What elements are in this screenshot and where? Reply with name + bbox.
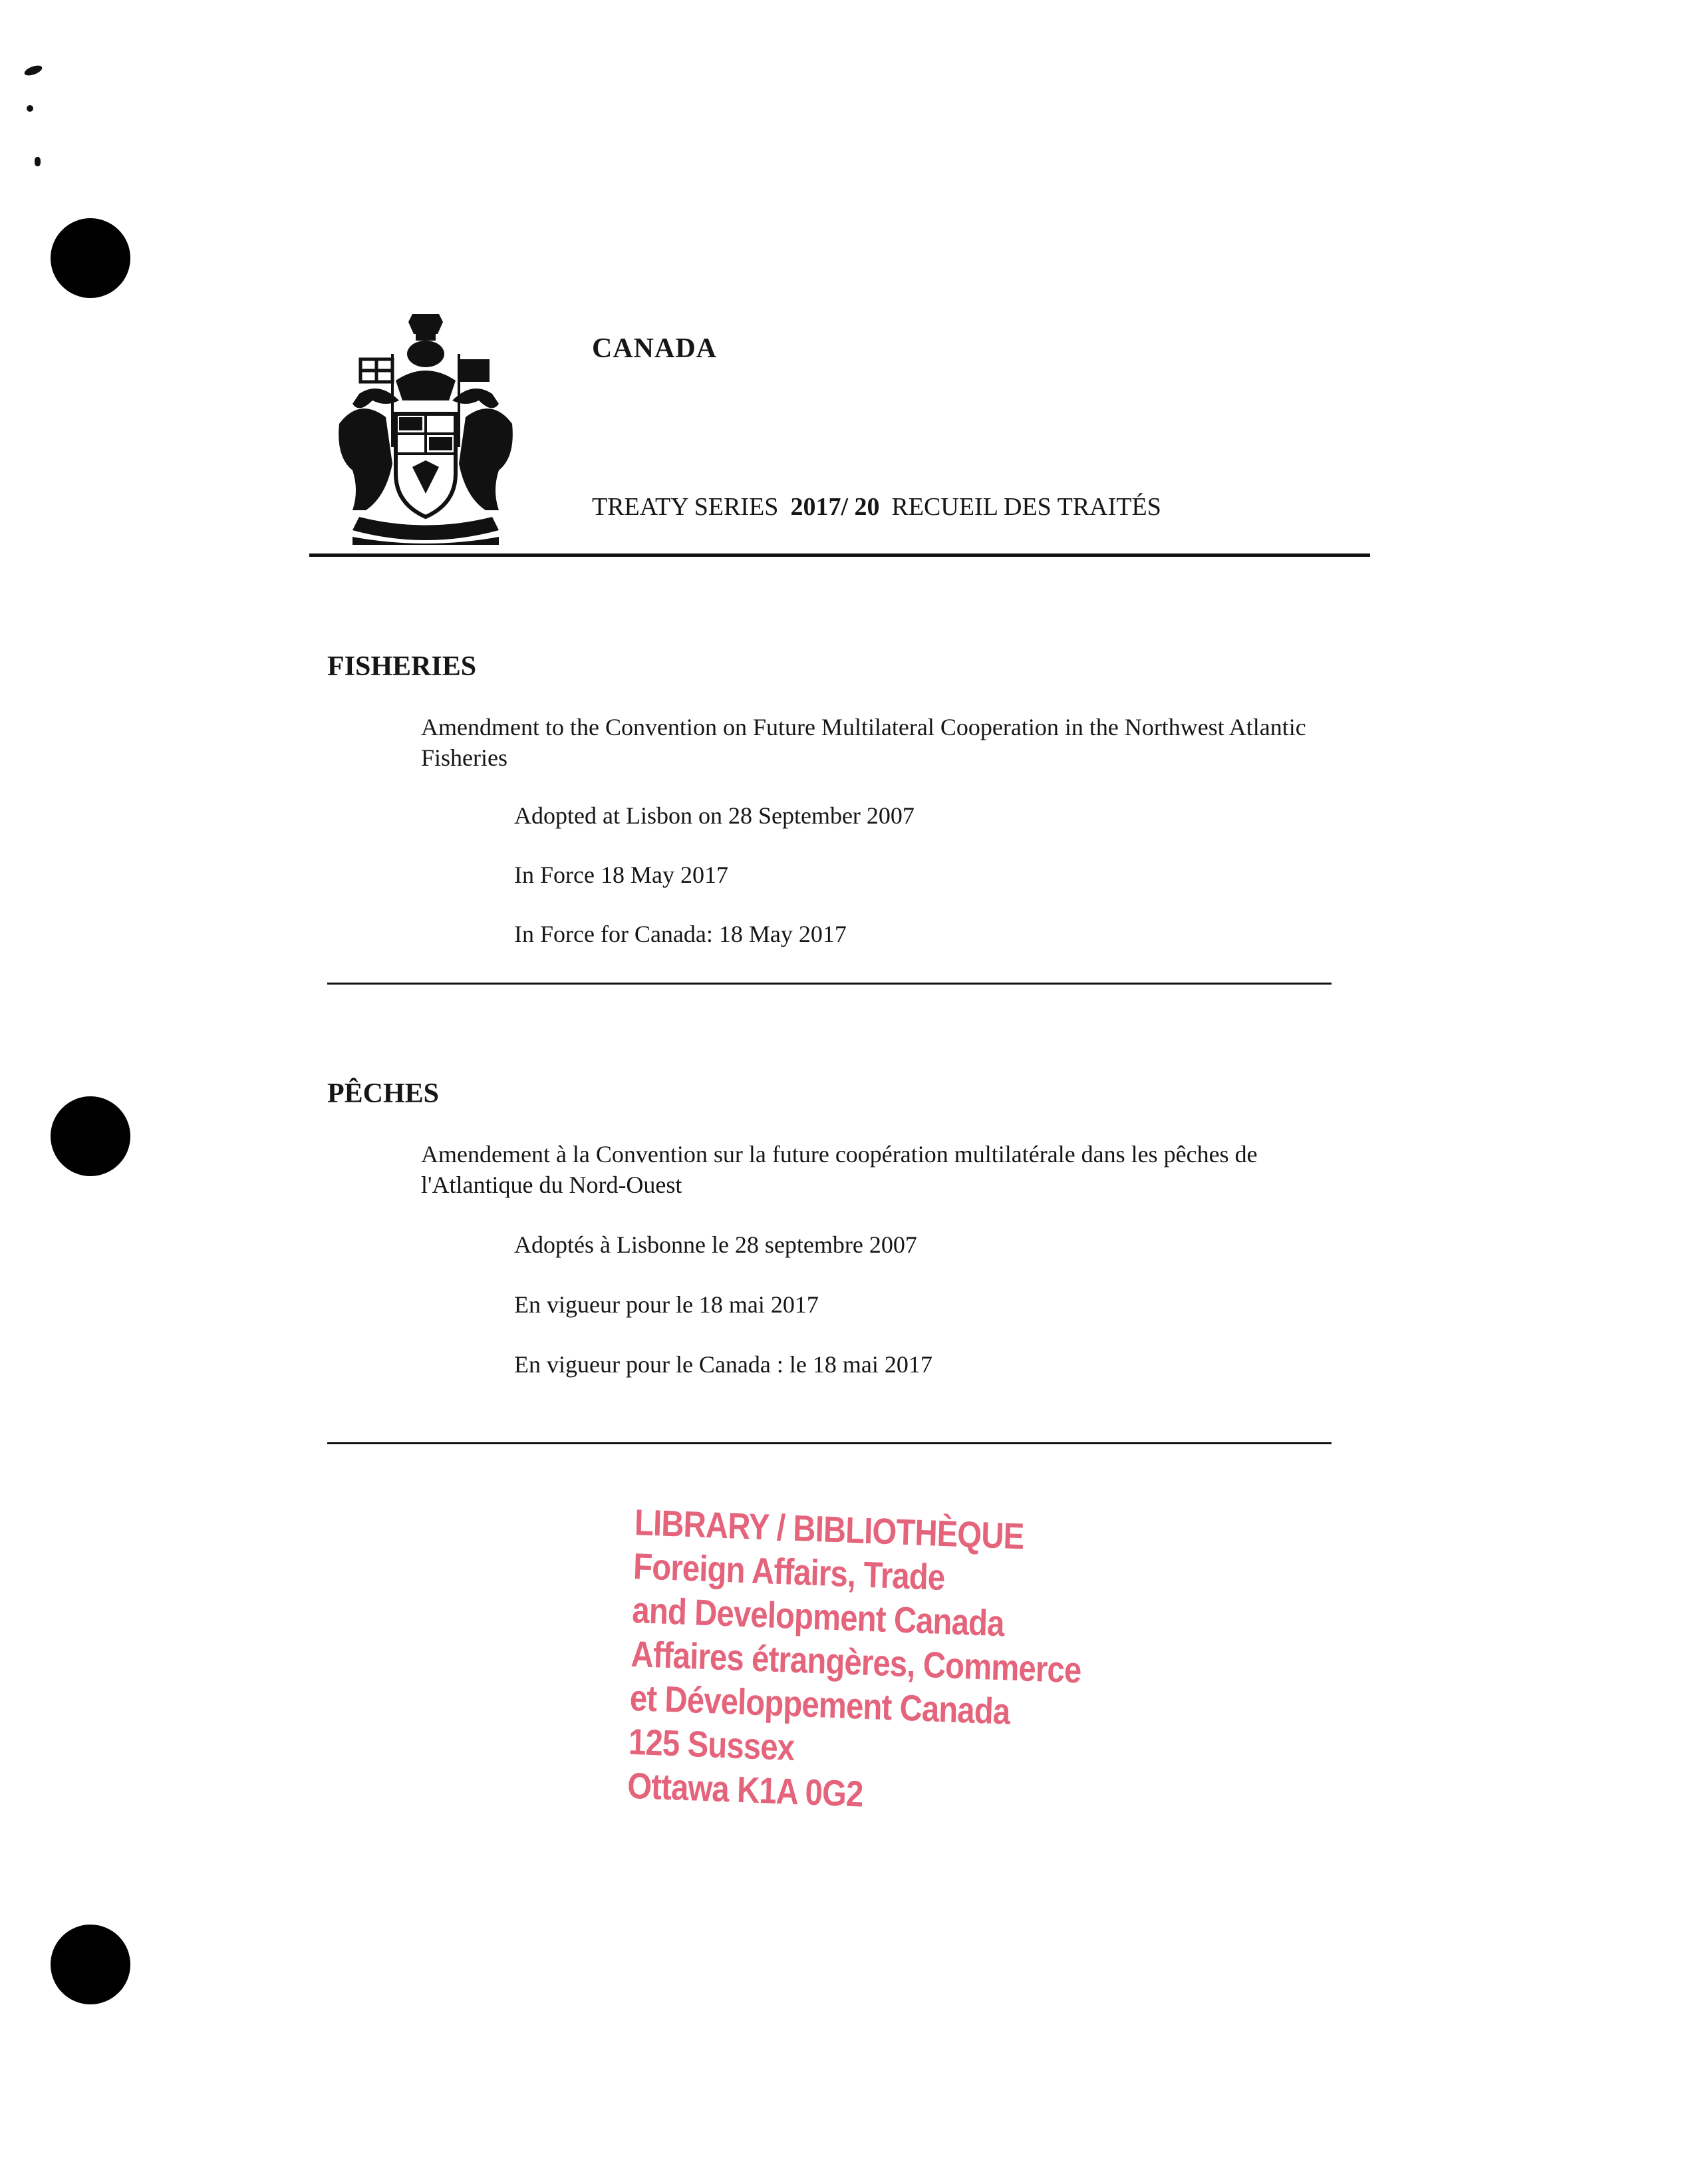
in-force-canada-fr: En vigueur pour le Canada : le 18 mai 2017 (514, 1351, 932, 1378)
header-divider (309, 553, 1370, 557)
binder-hole-icon (51, 1925, 130, 2004)
series-number: 2017/ 20 (790, 493, 880, 521)
scan-speck (23, 64, 43, 78)
stamp-line: et Développement Canada (629, 1676, 1011, 1732)
stamp-line: LIBRARY / BIBLIOTHÈQUE (634, 1501, 1025, 1557)
in-force-canada-en: In Force for Canada: 18 May 2017 (514, 921, 847, 947)
stamp-line: and Development Canada (631, 1589, 1005, 1644)
stamp-line: Ottawa K1A 0G2 (627, 1764, 864, 1815)
library-stamp (627, 1500, 1082, 1822)
series-label-en: TREATY SERIES (592, 493, 779, 521)
adopted-en: Adopted at Lisbon on 28 September 2007 (514, 802, 915, 829)
section-heading-en: FISHERIES (327, 651, 477, 682)
country-name: CANADA (592, 333, 717, 364)
in-force-fr: En vigueur pour le 18 mai 2017 (514, 1291, 819, 1318)
scan-speck (27, 105, 33, 112)
in-force-en: In Force 18 May 2017 (514, 861, 728, 888)
section-divider (327, 983, 1332, 985)
adopted-fr: Adoptés à Lisbonne le 28 septembre 2007 (514, 1231, 917, 1258)
stamp-line: 125 Sussex (628, 1720, 795, 1768)
canada-coat-of-arms-icon (333, 307, 519, 547)
section-divider (327, 1442, 1332, 1444)
stamp-line: Foreign Affairs, Trade (633, 1545, 946, 1599)
scan-speck (35, 157, 41, 166)
section-heading-fr: PÊCHES (327, 1078, 440, 1109)
stamp-line: Affaires étrangères, Commerce (630, 1633, 1082, 1691)
treaty-title-en: Amendment to the Convention on Future Multilateral Cooperation in the Northwest Atlantic Fisheries (421, 714, 1306, 771)
treaty-title-fr: Amendement à la Convention sur la future coopération multilatérale dans les pêches de l'Atlantique du Nord-Ouest (421, 1141, 1258, 1198)
binder-hole-icon (51, 1096, 130, 1176)
binder-hole-icon (51, 218, 130, 298)
series-label-fr: RECUEIL DES TRAITÉS (891, 493, 1161, 521)
treaty-series-line (592, 492, 1161, 522)
